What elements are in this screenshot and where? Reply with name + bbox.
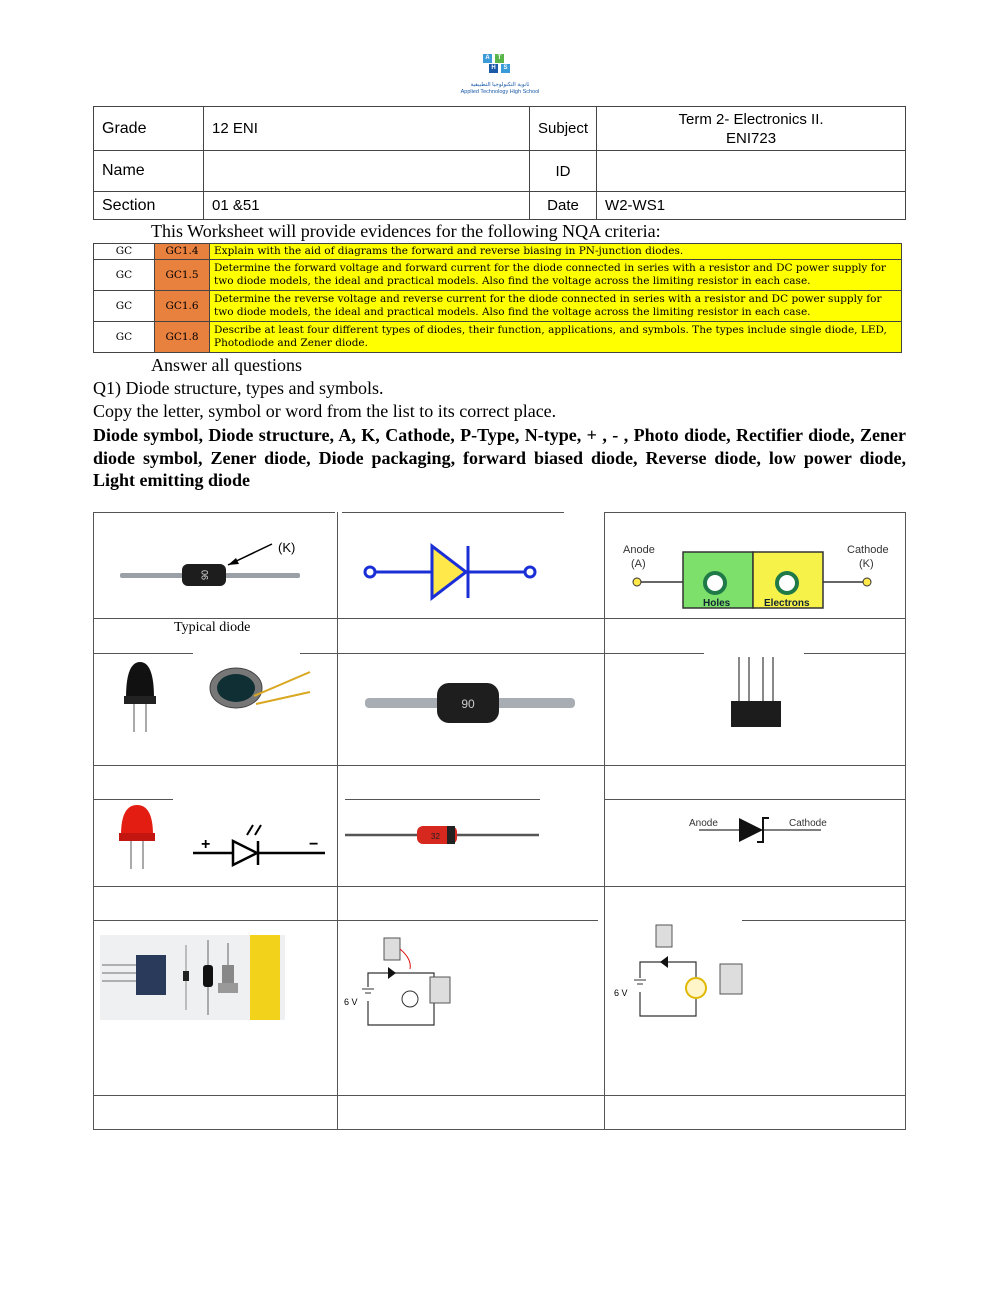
section-label: Section [94,192,204,220]
criteria-gc: GC [94,291,155,322]
grade-value: 12 ENI [204,107,530,151]
section-value: 01 &51 [204,192,530,220]
diode-packaging-image [100,935,285,1020]
grid-line [804,653,906,654]
criteria-row [94,244,902,260]
grid-line [93,1095,906,1096]
diode-symbol-image [360,540,540,604]
grid-line [742,920,906,921]
typical-diode-image [120,535,310,595]
criteria-gc: GC [94,244,155,260]
led-image [115,805,335,875]
criteria-desc: Describe at least four different types of diodes, their function, applications, and symbols. The types include single diode, LED, Photodiode and Zener diode. [210,322,902,353]
criteria-code: GC1.4 [155,244,210,260]
grid-line [905,512,906,1130]
grid-line [93,618,906,619]
grid-line [93,799,173,800]
zener-anode-label: Anode [689,818,718,829]
logo-arabic: ثانوية التكنولوجيا التطبيقية [470,82,530,88]
criteria-code: GC1.5 [155,260,210,291]
grid-line [93,886,906,887]
logo-letter-s: S [501,64,510,73]
circuit1-voltage: 6 V [344,997,358,1007]
logo-caption [455,82,545,96]
circuit2-voltage: 6 V [614,988,628,998]
grade-label: Grade [94,107,204,151]
grid-line [93,512,335,513]
id-field[interactable] [597,151,906,192]
electrons-label: Electrons [764,598,810,609]
q1-title: Q1) Diode structure, types and symbols. [93,378,384,398]
subject-line-2: ENI723 [726,129,777,147]
criteria-row [94,291,902,322]
rectifier-diode-marking: 90 [461,697,475,711]
grid-line [604,653,704,654]
criteria-table [93,243,902,353]
anode-label: Anode [623,544,655,556]
subject-label: Subject [530,107,597,151]
word-list: Diode symbol, Diode structure, A, K, Cathode, P-Type, N-type, + , - , Photo diode, Rectifier diode, Zener diode symbol, Zener diode, Diode packaging, forward biased diode, Reverse diode, low power diode, Light emitting diode [93,425,906,490]
led-minus: − [309,836,319,853]
zener-symbol-image [685,812,835,852]
school-logo [455,54,545,96]
grid-line [93,765,906,766]
cathode-k-label: (K) [859,558,874,570]
forward-biased-circuit-image [340,935,460,1030]
grid-line [300,653,606,654]
photodiode-image [118,656,318,756]
criteria-desc: Explain with the aid of diagrams the forward and reverse biasing in PN-junction diodes. [210,244,902,260]
grid-line [93,653,193,654]
logo-english: Applied Technology High School [460,89,540,95]
grid-line [345,799,540,800]
criteria-code: GC1.6 [155,291,210,322]
criteria-row [94,260,902,291]
grid-line [93,920,598,921]
diode-marking: 90 [200,569,210,581]
grid-line [93,1129,906,1130]
diode-k-label: (K) [278,540,296,555]
grid-line [342,512,564,513]
rectifier-diode-image [365,675,580,735]
pn-structure-image [615,540,900,612]
answer-all-text: Answer all questions [151,355,302,375]
id-label: ID [530,151,597,192]
q1-instruction: Copy the letter, symbol or word from the list to its correct place. [93,401,557,421]
bridge-rectifier-image [725,655,787,731]
criteria-gc: GC [94,322,155,353]
grid-line [604,512,605,1130]
zener-diode-image [345,820,545,850]
subject-line-1: Term 2- Electronics II. [678,110,824,128]
header-table [93,106,906,220]
date-label: Date [530,192,597,220]
intro-text: This Worksheet will provide evidences for the following NQA criteria: [151,221,661,241]
typical-diode-caption: Typical diode [174,620,251,635]
zener-cathode-label: Cathode [789,818,827,829]
logo-letter-a: A [483,54,492,63]
holes-label: Holes [703,598,731,609]
cathode-label: Cathode [847,544,889,556]
grid-line [604,512,906,513]
criteria-desc: Determine the forward voltage and forward current for the diode connected in series with a resistor and DC power supply for two diode models, the ideal and practical models. Also find the voltage across the limiting resistor in each case. [210,260,902,291]
subject-value [597,107,906,151]
criteria-gc: GC [94,260,155,291]
name-field[interactable] [204,151,530,192]
anode-a-label: (A) [631,558,646,570]
grid-line [337,512,338,1130]
name-label: Name [94,151,204,192]
grid-line [604,799,906,800]
led-plus: + [201,836,211,853]
date-value: W2-WS1 [597,192,906,220]
zener-diode-marking: 32 [431,832,440,841]
reverse-biased-circuit-image [610,922,745,1022]
logo-letter-t: T [495,54,504,63]
criteria-row [94,322,902,353]
logo-letter-h: H [489,64,498,73]
grid-line [93,512,94,1130]
criteria-code: GC1.8 [155,322,210,353]
criteria-desc: Determine the reverse voltage and reverse current for the diode connected in series with a resistor and DC power supply for two diode models, the ideal and practical models. Also find the voltage across the limiting resistor in each case. [210,291,902,322]
